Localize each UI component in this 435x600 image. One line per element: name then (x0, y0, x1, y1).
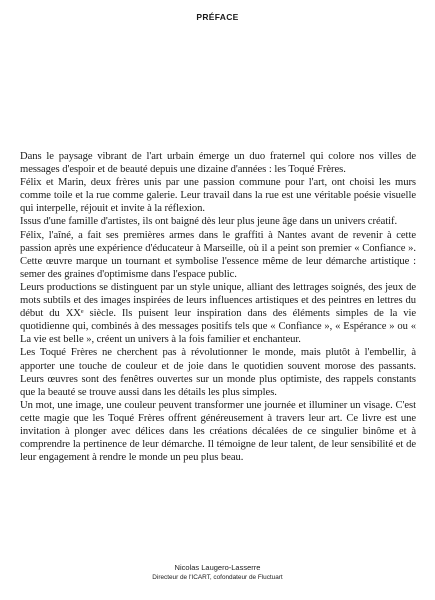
author-role: Directeur de l'ICART, cofondateur de Fluctuart (152, 574, 283, 581)
paragraph-7: Un mot, une image, une couleur peuvent transformer une journée et illuminer un visage. C'est cette magie que les Toqué Frères offrent généreusement à travers leur art. Ce livre est une invitation à plonger avec délices dans les créations décalées de ce singulier binôme et à comprendre la pertinence de leur démarche. Il témoigne de leur talent, de leur sensibilité et de leur engagement à rendre le monde un peu plus beau. (20, 399, 416, 464)
paragraph-6: Les Toqué Frères ne cherchent pas à révolutionner le monde, mais plutôt à l'embellir, à apporter une touche de couleur et de joie dans le quotidien souvent morose des passants. Leurs œuvres sont des fenêtres ouvertes sur un monde plus optimiste, des rappels constants que la beauté se trouve aussi dans les détails les plus simples. (20, 347, 416, 398)
paragraph-4: Félix, l'aîné, a fait ses premières armes dans le graffiti à Nantes avant de revenir à cette passion après une expérience d'éducateur à Marseille, où il a peint son premier « Confiance ». Cette œuvre marque un tournant et symbolise l'essence même de leur démarche artistique : semer des graines d'optimisme dans l'espace public. (20, 229, 416, 280)
paragraph-5: Leurs productions se distinguent par un style unique, alliant des lettrages soignés, des jeux de mots subtils et des images inspirées de leurs influences artistiques et des peintres en lettres du début du XXᵉ siècle. Ils puisent leur inspiration dans des éléments simples de la vie quotidienne qui, combinés à des messages positifs tels que « Confiance », « Espérance » ou « La vie est belle », créent un univers à la fois familier et enchanteur. (20, 281, 416, 346)
paragraph-1: Dans le paysage vibrant de l'art urbain émerge un duo fraternel qui colore nos villes de messages d'espoir et de beauté depuis une dizaine d'années : les Toqué Frères. (20, 151, 416, 176)
signature-block (0, 563, 435, 582)
author-name: Nicolas Laugero-Lasserre (174, 563, 261, 572)
paragraph-3: Issus d'une famille d'artistes, ils ont baigné dès leur plus jeune âge dans un univers créatif. (20, 216, 398, 228)
paragraph-2: Félix et Marin, deux frères unis par une passion commune pour l'art, ont choisi les murs comme toile et la rue comme galerie. Leur travail dans la rue est une véritable poésie visuelle qui interpelle, réjouit et invite à la réflexion. (20, 177, 416, 215)
page-title: PRÉFACE (196, 12, 239, 22)
preface-body (20, 150, 416, 464)
